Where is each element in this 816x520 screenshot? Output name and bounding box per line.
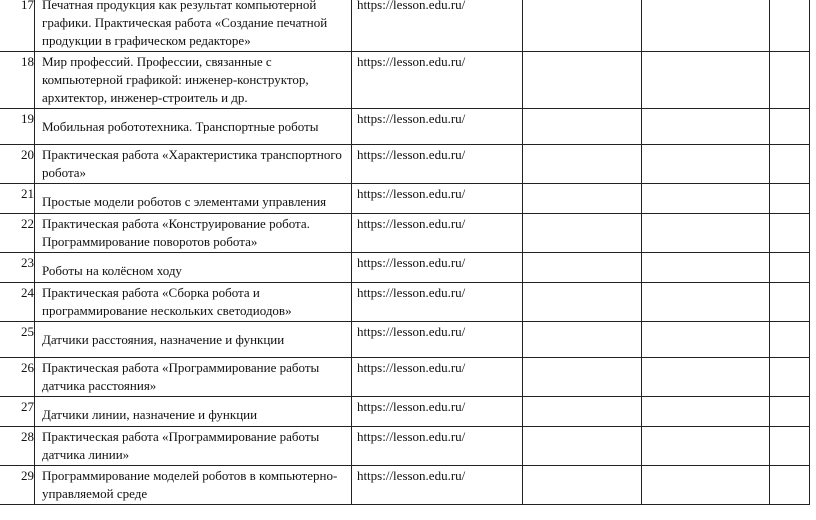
- empty-cell: [522, 466, 642, 505]
- empty-cell: [642, 109, 770, 145]
- empty-cell: [642, 52, 770, 109]
- empty-cell: [642, 397, 770, 427]
- resource-link[interactable]: https://lesson.edu.ru/: [351, 397, 522, 427]
- resource-link[interactable]: https://lesson.edu.ru/: [351, 283, 522, 322]
- empty-cell: [770, 0, 810, 52]
- row-number: 21: [0, 184, 35, 214]
- resource-link[interactable]: https://lesson.edu.ru/: [351, 427, 522, 466]
- table-row: [0, 145, 810, 184]
- table-row: [0, 214, 810, 253]
- resource-link[interactable]: https://lesson.edu.ru/: [351, 184, 522, 214]
- empty-cell: [642, 283, 770, 322]
- table-row: [0, 322, 810, 358]
- empty-cell: [770, 214, 810, 253]
- row-number: 29: [0, 466, 35, 505]
- row-number: 26: [0, 358, 35, 397]
- empty-cell: [770, 253, 810, 283]
- empty-cell: [770, 184, 810, 214]
- lesson-topic: Роботы на колёсном ходу: [35, 253, 352, 283]
- empty-cell: [522, 253, 642, 283]
- resource-link[interactable]: https://lesson.edu.ru/: [351, 109, 522, 145]
- empty-cell: [770, 322, 810, 358]
- resource-link[interactable]: https://lesson.edu.ru/: [351, 145, 522, 184]
- resource-link[interactable]: https://lesson.edu.ru/: [351, 214, 522, 253]
- empty-cell: [642, 358, 770, 397]
- table-row: [0, 52, 810, 109]
- table-row: [0, 0, 810, 52]
- row-number: 23: [0, 253, 35, 283]
- lesson-topic: Датчики расстояния, назначение и функции: [35, 322, 352, 358]
- table-row: [0, 184, 810, 214]
- lesson-topic: Практическая работа «Программирование работы датчика линии»: [35, 427, 352, 466]
- row-number: 22: [0, 214, 35, 253]
- lesson-topic: Практическая работа «Конструирование робота. Программирование поворотов робота»: [35, 214, 352, 253]
- empty-cell: [642, 214, 770, 253]
- row-number: 19: [0, 109, 35, 145]
- table-row: [0, 283, 810, 322]
- lesson-topic: Печатная продукция как результат компьютерной графики. Практическая работа «Создание печатной продукции в графическом редакторе»: [35, 0, 352, 52]
- resource-link[interactable]: https://lesson.edu.ru/: [351, 0, 522, 52]
- row-number: 18: [0, 52, 35, 109]
- lesson-topic: Мобильная робототехника. Транспортные роботы: [35, 109, 352, 145]
- empty-cell: [522, 427, 642, 466]
- resource-link[interactable]: https://lesson.edu.ru/: [351, 358, 522, 397]
- empty-cell: [770, 397, 810, 427]
- row-number: 28: [0, 427, 35, 466]
- row-number: 27: [0, 397, 35, 427]
- resource-link[interactable]: https://lesson.edu.ru/: [351, 253, 522, 283]
- empty-cell: [770, 466, 810, 505]
- empty-cell: [522, 283, 642, 322]
- row-number: 24: [0, 283, 35, 322]
- empty-cell: [522, 214, 642, 253]
- empty-cell: [522, 322, 642, 358]
- empty-cell: [522, 358, 642, 397]
- lesson-topic: Датчики линии, назначение и функции: [35, 397, 352, 427]
- empty-cell: [522, 397, 642, 427]
- empty-cell: [770, 109, 810, 145]
- lesson-topic: Программирование моделей роботов в компьютерно-управляемой среде: [35, 466, 352, 505]
- empty-cell: [770, 427, 810, 466]
- empty-cell: [642, 253, 770, 283]
- lesson-topic: Практическая работа «Программирование работы датчика расстояния»: [35, 358, 352, 397]
- row-number: 25: [0, 322, 35, 358]
- lesson-topic: Практическая работа «Характеристика транспортного робота»: [35, 145, 352, 184]
- empty-cell: [770, 52, 810, 109]
- table-row: [0, 109, 810, 145]
- empty-cell: [642, 322, 770, 358]
- resource-link[interactable]: https://lesson.edu.ru/: [351, 52, 522, 109]
- table-row: [0, 466, 810, 505]
- empty-cell: [770, 283, 810, 322]
- empty-cell: [522, 0, 642, 52]
- empty-cell: [642, 184, 770, 214]
- empty-cell: [522, 145, 642, 184]
- empty-cell: [522, 184, 642, 214]
- empty-cell: [642, 427, 770, 466]
- empty-cell: [642, 0, 770, 52]
- table-row: [0, 358, 810, 397]
- empty-cell: [642, 466, 770, 505]
- resource-link[interactable]: https://lesson.edu.ru/: [351, 322, 522, 358]
- empty-cell: [770, 358, 810, 397]
- lesson-topic: Мир профессий. Профессии, связанные с компьютерной графикой: инженер-конструктор, архитектор, инженер-строитель и др.: [35, 52, 352, 109]
- empty-cell: [770, 145, 810, 184]
- table-row: [0, 427, 810, 466]
- table-row: [0, 253, 810, 283]
- resource-link[interactable]: https://lesson.edu.ru/: [351, 466, 522, 505]
- row-number: 20: [0, 145, 35, 184]
- empty-cell: [642, 145, 770, 184]
- table-row: [0, 397, 810, 427]
- empty-cell: [522, 109, 642, 145]
- row-number: 17: [0, 0, 35, 52]
- lesson-topic: Простые модели роботов с элементами управления: [35, 184, 352, 214]
- empty-cell: [522, 52, 642, 109]
- lesson-topic: Практическая работа «Сборка робота и программирование нескольких светодиодов»: [35, 283, 352, 322]
